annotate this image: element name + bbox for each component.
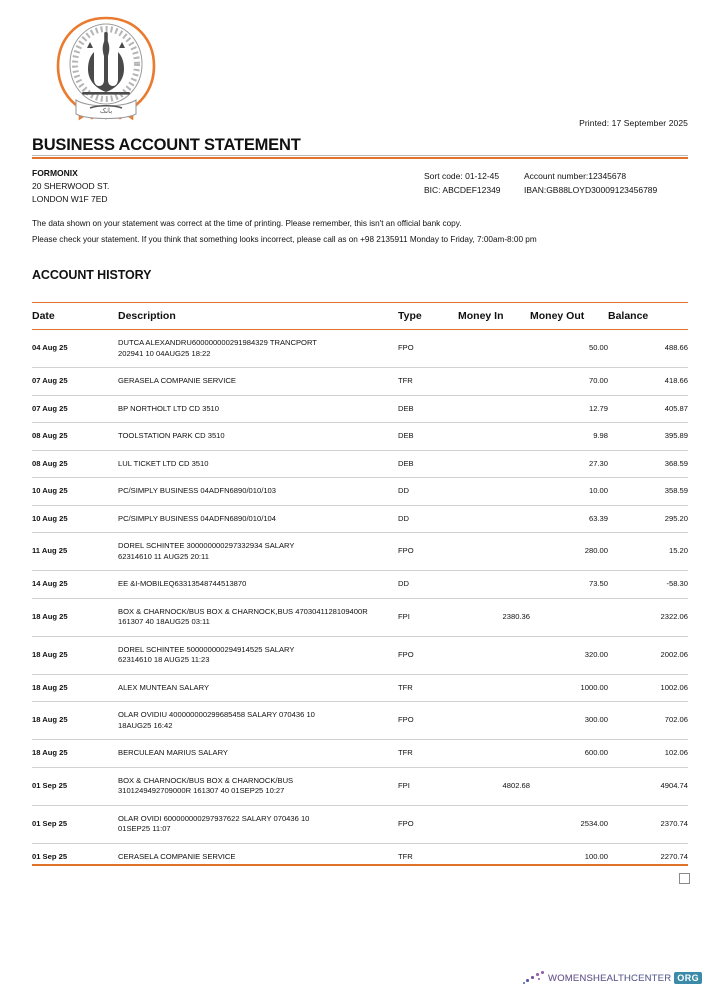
page-title: BUSINESS ACCOUNT STATEMENT: [32, 136, 301, 154]
cell-date: 14 Aug 25: [32, 571, 118, 599]
account-holder-address-line1: 20 SHERWOOD ST.: [32, 181, 110, 191]
description-line-1: CERASELA COMPANIE SERVICE: [118, 851, 236, 861]
table-row: [32, 767, 688, 805]
cell-money-in: [458, 702, 530, 740]
table-row: [32, 330, 688, 368]
cell-money-in: [458, 450, 530, 478]
description-line-2: 01SEP25 11:07: [118, 824, 171, 833]
cell-date: 07 Aug 25: [32, 395, 118, 423]
cell-balance: 368.59: [608, 450, 688, 478]
cell-type: FPO: [398, 330, 458, 368]
sort-code: Sort code: 01-12-45: [424, 171, 500, 181]
cell-date: 10 Aug 25: [32, 505, 118, 533]
cell-date: 08 Aug 25: [32, 450, 118, 478]
cell-description: [118, 330, 398, 368]
cell-date: 01 Sep 25: [32, 851, 68, 861]
description-line-1: BOX & CHARNOCK/BUS BOX & CHARNOCK,BUS 4703041128109400R: [118, 606, 368, 616]
cell-balance: 702.06: [608, 702, 688, 740]
account-number: Account number:12345678: [524, 171, 627, 181]
footer-watermark-text: WOMENSHEALTHCENTER: [548, 972, 672, 984]
cell-money-out: [530, 767, 608, 805]
description-line-2: 3101249492709000R 161307 40 01SEP25 10:27: [118, 786, 285, 795]
description-line-2: 18AUG25 16:42: [118, 720, 173, 730]
column-header-money-in: Money In: [458, 303, 530, 330]
cell-description: [118, 636, 398, 674]
cell-money-in: [458, 505, 530, 533]
table-row: [32, 450, 688, 478]
cell-description: [118, 533, 398, 571]
cell-description: [118, 368, 398, 396]
cell-money-out: 27.30: [530, 450, 608, 478]
cell-money-out: 280.00: [530, 533, 608, 571]
cell-balance: 2370.74: [608, 805, 688, 843]
cell-money-out: 300.00: [530, 702, 608, 740]
cell-money-out: 100.00: [584, 851, 608, 861]
cell-date: 08 Aug 25: [32, 423, 118, 451]
cell-description: [118, 395, 398, 423]
notice-line-1: The data shown on your statement was correct at the time of printing. Please remember, this isn't an official bank copy.: [32, 219, 462, 228]
table-row: [32, 505, 688, 533]
sparkle-dots-icon: [523, 970, 545, 986]
cell-description: [118, 702, 398, 740]
cell-type: TFR: [398, 851, 413, 861]
cell-money-out: 320.00: [530, 636, 608, 674]
description-line-1: GERASELA COMPANIE SERVICE: [118, 376, 236, 385]
description-line-1: DOREL SCHINTEE 500000000294914525 SALARY: [118, 644, 295, 654]
cell-balance: 1002.06: [608, 674, 688, 702]
header-divider-accent: [32, 157, 688, 159]
section-title-account-history: ACCOUNT HISTORY: [32, 268, 152, 282]
cell-balance: 405.87: [608, 395, 688, 423]
table-row: [32, 423, 688, 451]
description-line-1: BERCULEAN MARIUS SALARY: [118, 748, 229, 757]
cell-money-out: 600.00: [530, 740, 608, 768]
cell-money-in: [458, 368, 530, 396]
cell-description: [118, 450, 398, 478]
cell-type: DD: [398, 478, 458, 506]
cell-type: FPO: [398, 533, 458, 571]
column-header-money-out: Money Out: [530, 303, 608, 330]
cell-description: [118, 505, 398, 533]
cell-date: 18 Aug 25: [32, 674, 118, 702]
table-row: [32, 740, 688, 768]
table-row: [32, 571, 688, 599]
cell-money-in: [458, 805, 530, 843]
account-holder-block: [32, 167, 109, 206]
cell-date: 10 Aug 25: [32, 478, 118, 506]
description-line-1: DUTCA ALEXANDRU600000000291984329 TRANCPORT: [118, 338, 317, 347]
column-header-date: Date: [32, 303, 118, 330]
cell-money-out: 50.00: [530, 330, 608, 368]
table-row: [32, 598, 688, 636]
cell-money-in: [458, 843, 530, 870]
cell-description: [118, 478, 398, 506]
cell-type: TFR: [398, 368, 458, 396]
table-row: [32, 395, 688, 423]
account-holder-address-line2: LONDON W1F 7ED: [32, 194, 108, 204]
cell-money-in: 2380.36: [458, 598, 530, 636]
cell-money-out: 1000.00: [530, 674, 608, 702]
cell-date: 01 Sep 25: [32, 767, 118, 805]
cell-type: FPI: [398, 598, 458, 636]
cell-type: DEB: [398, 395, 458, 423]
table-header-row: [32, 303, 688, 330]
cell-money-in: [458, 330, 530, 368]
cell-balance: 2002.06: [608, 636, 688, 674]
description-line-1: PC/SIMPLY BUSINESS 04ADFN6890/010/104: [118, 513, 277, 523]
description-line-1: TOOLSTATION PARK CD 3510: [118, 431, 225, 440]
table-bottom-divider-accent: [32, 864, 688, 866]
cell-description: [118, 571, 398, 599]
cell-money-in: [458, 423, 530, 451]
account-holder-name: FORMONIX: [32, 168, 78, 178]
cell-description: [118, 740, 398, 768]
cell-money-out: 2534.00: [530, 805, 608, 843]
cell-money-out: 10.00: [530, 478, 608, 506]
description-line-1: ALEX MUNTEAN SALARY: [118, 682, 210, 692]
cell-balance: 295.20: [608, 505, 688, 533]
account-history-table: [32, 302, 688, 870]
cell-balance: 15.20: [608, 533, 688, 571]
cell-date: 18 Aug 25: [32, 702, 118, 740]
description-line-2: 62314610 11 AUG25 20:11: [118, 551, 209, 561]
description-line-1: DOREL SCHINTEE 300000000297332934 SALARY: [118, 541, 295, 550]
cell-money-out: 73.50: [530, 571, 608, 599]
cell-type: DEB: [398, 423, 458, 451]
notice-line-2: Please check your statement. If you think that something looks incorrect, please call as on +98 2135911 Monday to Friday, 7:00am-8:00 pm: [32, 235, 537, 244]
table-row: [32, 702, 688, 740]
cell-type: DD: [398, 505, 458, 533]
cell-date: 18 Aug 25: [32, 598, 118, 636]
description-line-2: 161307 40 18AUG25 03:11: [118, 617, 210, 626]
cell-money-in: [458, 740, 530, 768]
description-line-1: BP NORTHOLT LTD CD 3510: [118, 403, 220, 413]
cell-type: FPO: [398, 636, 458, 674]
cell-description: [118, 843, 398, 870]
cell-type: TFR: [398, 740, 458, 768]
description-line-1: OLAR OVIDIU 400000000299685458 SALARY 070436 10: [118, 710, 315, 719]
cell-money-out: [530, 598, 608, 636]
cell-balance: 395.89: [608, 423, 688, 451]
description-line-1: EE &I-MOBILEQ63313548744513870: [118, 579, 247, 588]
cell-date: 18 Aug 25: [32, 740, 118, 768]
table-row: [32, 533, 688, 571]
footer-watermark: [523, 970, 702, 986]
end-of-statement-box: [679, 873, 690, 884]
cell-balance: 4904.74: [608, 767, 688, 805]
cell-description: [118, 423, 398, 451]
table-row: [32, 805, 688, 843]
svg-text:بانک: بانک: [99, 107, 113, 115]
cell-type: FPO: [398, 805, 458, 843]
description-line-2: 62314610 18 AUG25 11:23: [118, 655, 210, 664]
column-header-balance: Balance: [608, 303, 688, 330]
table-row: [32, 636, 688, 674]
cell-balance: 358.59: [608, 478, 688, 506]
cell-type: TFR: [398, 674, 458, 702]
cell-description: [118, 767, 398, 805]
cell-money-in: [458, 395, 530, 423]
description-line-1: PC/SIMPLY BUSINESS 04ADFN6890/010/103: [118, 486, 277, 495]
table-row: [32, 478, 688, 506]
cell-date: 04 Aug 25: [32, 330, 118, 368]
table-row: [32, 674, 688, 702]
cell-type: FPO: [398, 702, 458, 740]
column-header-type: Type: [398, 303, 458, 330]
cell-description: [118, 674, 398, 702]
cell-description: [118, 598, 398, 636]
description-line-1: BOX & CHARNOCK/BUS BOX & CHARNOCK/BUS: [118, 775, 294, 785]
account-details-block: [424, 169, 657, 197]
cell-balance: -58.30: [608, 571, 688, 599]
cell-money-in: [458, 533, 530, 571]
cell-date: 07 Aug 25: [32, 368, 118, 396]
cell-money-out: 70.00: [530, 368, 608, 396]
table-row: [32, 843, 688, 870]
cell-money-out: 9.98: [530, 423, 608, 451]
footer-watermark-badge: ORG: [674, 972, 702, 984]
cell-money-out: 63.39: [530, 505, 608, 533]
cell-balance: 102.06: [608, 740, 688, 768]
cell-money-in: [458, 674, 530, 702]
printed-date: Printed: 17 September 2025: [579, 118, 688, 128]
cell-date: 01 Sep 25: [32, 805, 118, 843]
description-line-2: 202941 10 04AUG25 18:22: [118, 348, 211, 358]
cell-type: DEB: [398, 450, 458, 478]
table-row: [32, 368, 688, 396]
header-divider-gray: [32, 155, 688, 156]
cell-money-in: [458, 478, 530, 506]
cell-type: DD: [398, 571, 458, 599]
cell-balance: 2322.06: [608, 598, 688, 636]
iban-code: IBAN:GB88LOYD30009123456789: [524, 185, 658, 195]
cell-balance: 488.66: [608, 330, 688, 368]
cell-description: [118, 805, 398, 843]
cell-money-in: [458, 571, 530, 599]
cell-type: FPI: [398, 767, 458, 805]
column-header-description: Description: [118, 303, 398, 330]
cell-money-in: 4802.68: [458, 767, 530, 805]
description-line-1: LUL TICKET LTD CD 3510: [118, 458, 209, 468]
bic-code: BIC: ABCDEF12349: [424, 185, 501, 195]
cell-money-in: [458, 636, 530, 674]
cell-money-out: 12.79: [530, 395, 608, 423]
cell-date: 18 Aug 25: [32, 636, 118, 674]
cell-balance: 2270.74: [660, 851, 688, 861]
description-line-1: OLAR OVIDI 600000000297937622 SALARY 070436 10: [118, 813, 310, 823]
cell-balance: 418.66: [608, 368, 688, 396]
cell-date: 11 Aug 25: [32, 533, 118, 571]
bank-emblem-logo: [46, 14, 166, 126]
